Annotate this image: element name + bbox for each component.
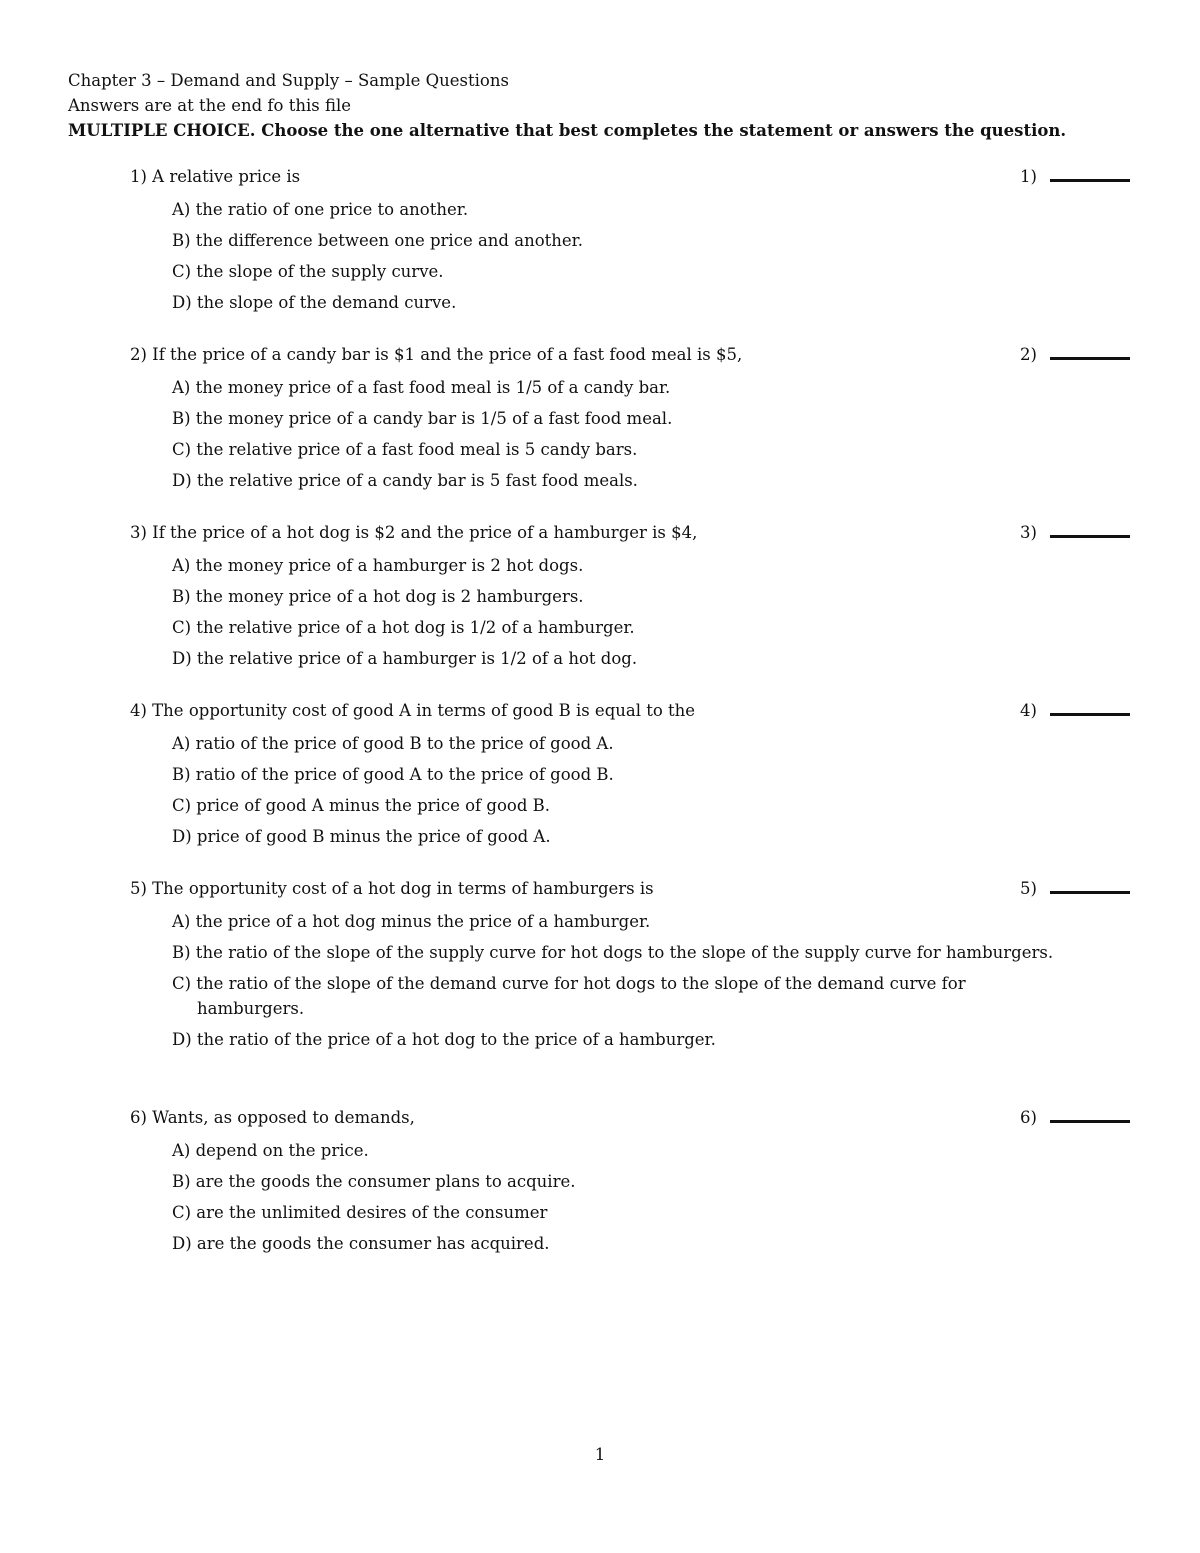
option-a: A) the money price of a fast food meal is 1/5 of a candy bar. bbox=[172, 378, 671, 397]
option-d: D) the relative price of a candy bar is 5 fast food meals. bbox=[172, 471, 638, 490]
option-d: D) the ratio of the price of a hot dog to the price of a hamburger. bbox=[172, 1030, 716, 1049]
option-c: C) the relative price of a hot dog is 1/2 of a hamburger. bbox=[172, 618, 635, 637]
document-title: Chapter 3 – Demand and Supply – Sample Questions bbox=[68, 71, 509, 90]
option-a: A) the price of a hot dog minus the price of a hamburger. bbox=[172, 912, 651, 931]
answer-blank[interactable] bbox=[1020, 519, 1132, 547]
answer-line bbox=[1050, 179, 1130, 182]
page-number: 1 bbox=[594, 1445, 606, 1464]
answer-line bbox=[1050, 357, 1130, 360]
option-b: B) are the goods the consumer plans to acquire. bbox=[172, 1172, 576, 1191]
option-c: C) the relative price of a fast food meal is 5 candy bars. bbox=[172, 440, 638, 459]
option-b: B) the difference between one price and another. bbox=[172, 231, 583, 250]
option-c: C) price of good A minus the price of good B. bbox=[172, 796, 550, 815]
question-stem: 5) The opportunity cost of a hot dog in terms of hamburgers is bbox=[130, 879, 654, 898]
question-3 bbox=[130, 519, 1140, 671]
question-stem: 2) If the price of a candy bar is $1 and the price of a fast food meal is $5, bbox=[130, 345, 743, 364]
document-header bbox=[68, 68, 1148, 143]
question-stem: 3) If the price of a hot dog is $2 and the price of a hamburger is $4, bbox=[130, 523, 698, 542]
answer-line bbox=[1050, 713, 1130, 716]
answer-number: 5) bbox=[1020, 879, 1037, 898]
option-d: D) the relative price of a hamburger is 1/2 of a hot dog. bbox=[172, 649, 638, 668]
option-b: B) the money price of a candy bar is 1/5 of a fast food meal. bbox=[172, 409, 673, 428]
option-c: C) the ratio of the slope of the demand curve for hot dogs to the slope of the demand curve for hamburgers. bbox=[172, 974, 966, 1018]
option-d: D) price of good B minus the price of good A. bbox=[172, 827, 551, 846]
question-1 bbox=[130, 163, 1140, 315]
answer-line bbox=[1050, 891, 1130, 894]
option-a: A) ratio of the price of good B to the price of good A. bbox=[172, 734, 614, 753]
question-stem: 4) The opportunity cost of good A in terms of good B is equal to the bbox=[130, 701, 696, 720]
question-5 bbox=[130, 875, 1140, 1052]
answer-blank[interactable] bbox=[1020, 1104, 1132, 1132]
option-a: A) depend on the price. bbox=[172, 1141, 369, 1160]
option-b: B) ratio of the price of good A to the price of good B. bbox=[172, 765, 614, 784]
question-2 bbox=[130, 341, 1140, 493]
option-a: A) the ratio of one price to another. bbox=[172, 200, 469, 219]
answer-blank[interactable] bbox=[1020, 875, 1132, 903]
answer-number: 6) bbox=[1020, 1108, 1037, 1127]
question-4 bbox=[130, 697, 1140, 849]
option-b: B) the ratio of the slope of the supply curve for hot dogs to the slope of the supply curve for hamburgers. bbox=[172, 943, 1054, 962]
option-b: B) the money price of a hot dog is 2 hamburgers. bbox=[172, 587, 584, 606]
instructions: MULTIPLE CHOICE. Choose the one alternative that best completes the statement or answers the question. bbox=[68, 121, 1067, 140]
option-c: C) are the unlimited desires of the consumer bbox=[172, 1203, 548, 1222]
question-stem: 1) A relative price is bbox=[130, 167, 301, 186]
answer-blank[interactable] bbox=[1020, 163, 1132, 191]
option-d: D) the slope of the demand curve. bbox=[172, 293, 457, 312]
option-a: A) the money price of a hamburger is 2 hot dogs. bbox=[172, 556, 584, 575]
answer-blank[interactable] bbox=[1020, 697, 1132, 725]
answers-note: Answers are at the end fo this file bbox=[68, 96, 351, 115]
question-6 bbox=[130, 1104, 1140, 1256]
answer-number: 4) bbox=[1020, 701, 1037, 720]
option-d: D) are the goods the consumer has acquired. bbox=[172, 1234, 550, 1253]
answer-blank[interactable] bbox=[1020, 341, 1132, 369]
question-stem: 6) Wants, as opposed to demands, bbox=[130, 1108, 415, 1127]
answer-number: 3) bbox=[1020, 523, 1037, 542]
option-c: C) the slope of the supply curve. bbox=[172, 262, 444, 281]
answer-line bbox=[1050, 1120, 1130, 1123]
answer-line bbox=[1050, 535, 1130, 538]
answer-number: 2) bbox=[1020, 345, 1037, 364]
answer-number: 1) bbox=[1020, 167, 1037, 186]
